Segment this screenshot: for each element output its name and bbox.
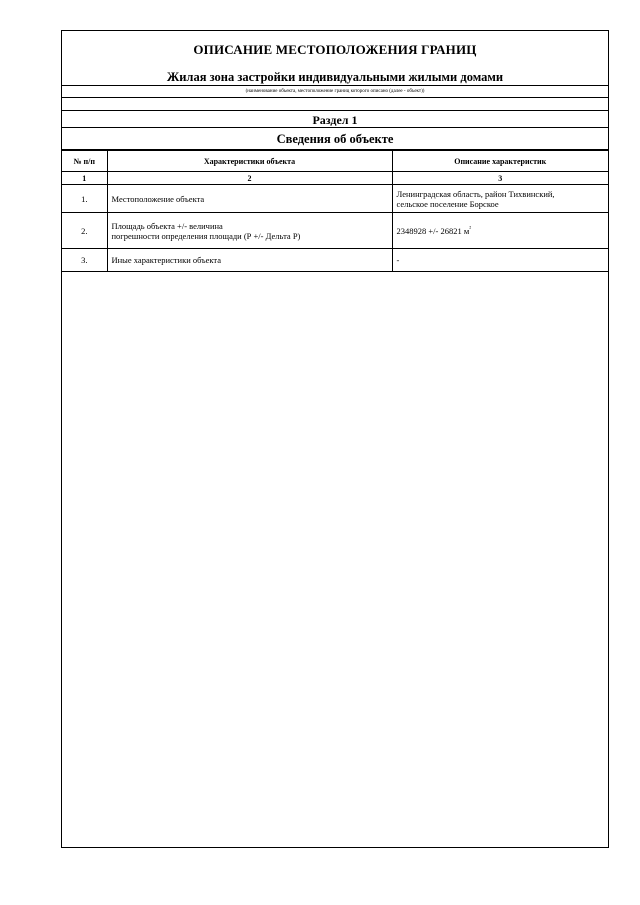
document-frame: [61, 30, 609, 848]
row-description: -: [392, 249, 608, 272]
characteristic-line: Площадь объекта +/- величина: [111, 220, 223, 231]
row-number: 2.: [62, 213, 107, 249]
table-header-row: [62, 151, 608, 172]
column-number: 2: [107, 172, 392, 185]
description-line: сельское поселение Борское: [396, 198, 499, 209]
table-row: [62, 213, 608, 249]
column-number: 3: [392, 172, 608, 185]
characteristic-line: погрешности определения площади (Р +/- Дельта Р): [111, 230, 301, 241]
object-name: Жилая зона застройки индивидуальными жилыми домами: [62, 68, 608, 86]
description-line: Ленинградская область, район Тихвинский,: [396, 188, 555, 199]
header-characteristic: Характеристики объекта: [107, 151, 392, 172]
unit-superscript: ²: [469, 225, 472, 232]
column-number: 1: [62, 172, 107, 185]
row-characteristic: Местоположение объекта: [107, 185, 392, 213]
row-description: [392, 185, 608, 213]
table-row: [62, 249, 608, 272]
object-caption: (наименование объекта, местоположение границ которого описано (далее - объект)): [62, 86, 608, 98]
row-characteristic: [107, 213, 392, 249]
row-number: 1.: [62, 185, 107, 213]
table-row: [62, 185, 608, 213]
header-description: Описание характеристик: [392, 151, 608, 172]
column-number-row: [62, 172, 608, 185]
row-characteristic: Иные характеристики объекта: [107, 249, 392, 272]
row-number: 3.: [62, 249, 107, 272]
row-description: [392, 213, 608, 249]
subsection-title: Сведения об объекте: [62, 128, 608, 150]
object-info-table: [62, 150, 608, 272]
document-title: ОПИСАНИЕ МЕСТОПОЛОЖЕНИЯ ГРАНИЦ: [193, 42, 477, 57]
area-value: 2348928 +/- 26821 м: [396, 225, 470, 236]
header-number: № п/п: [62, 151, 107, 172]
section-title: Раздел 1: [62, 110, 608, 128]
